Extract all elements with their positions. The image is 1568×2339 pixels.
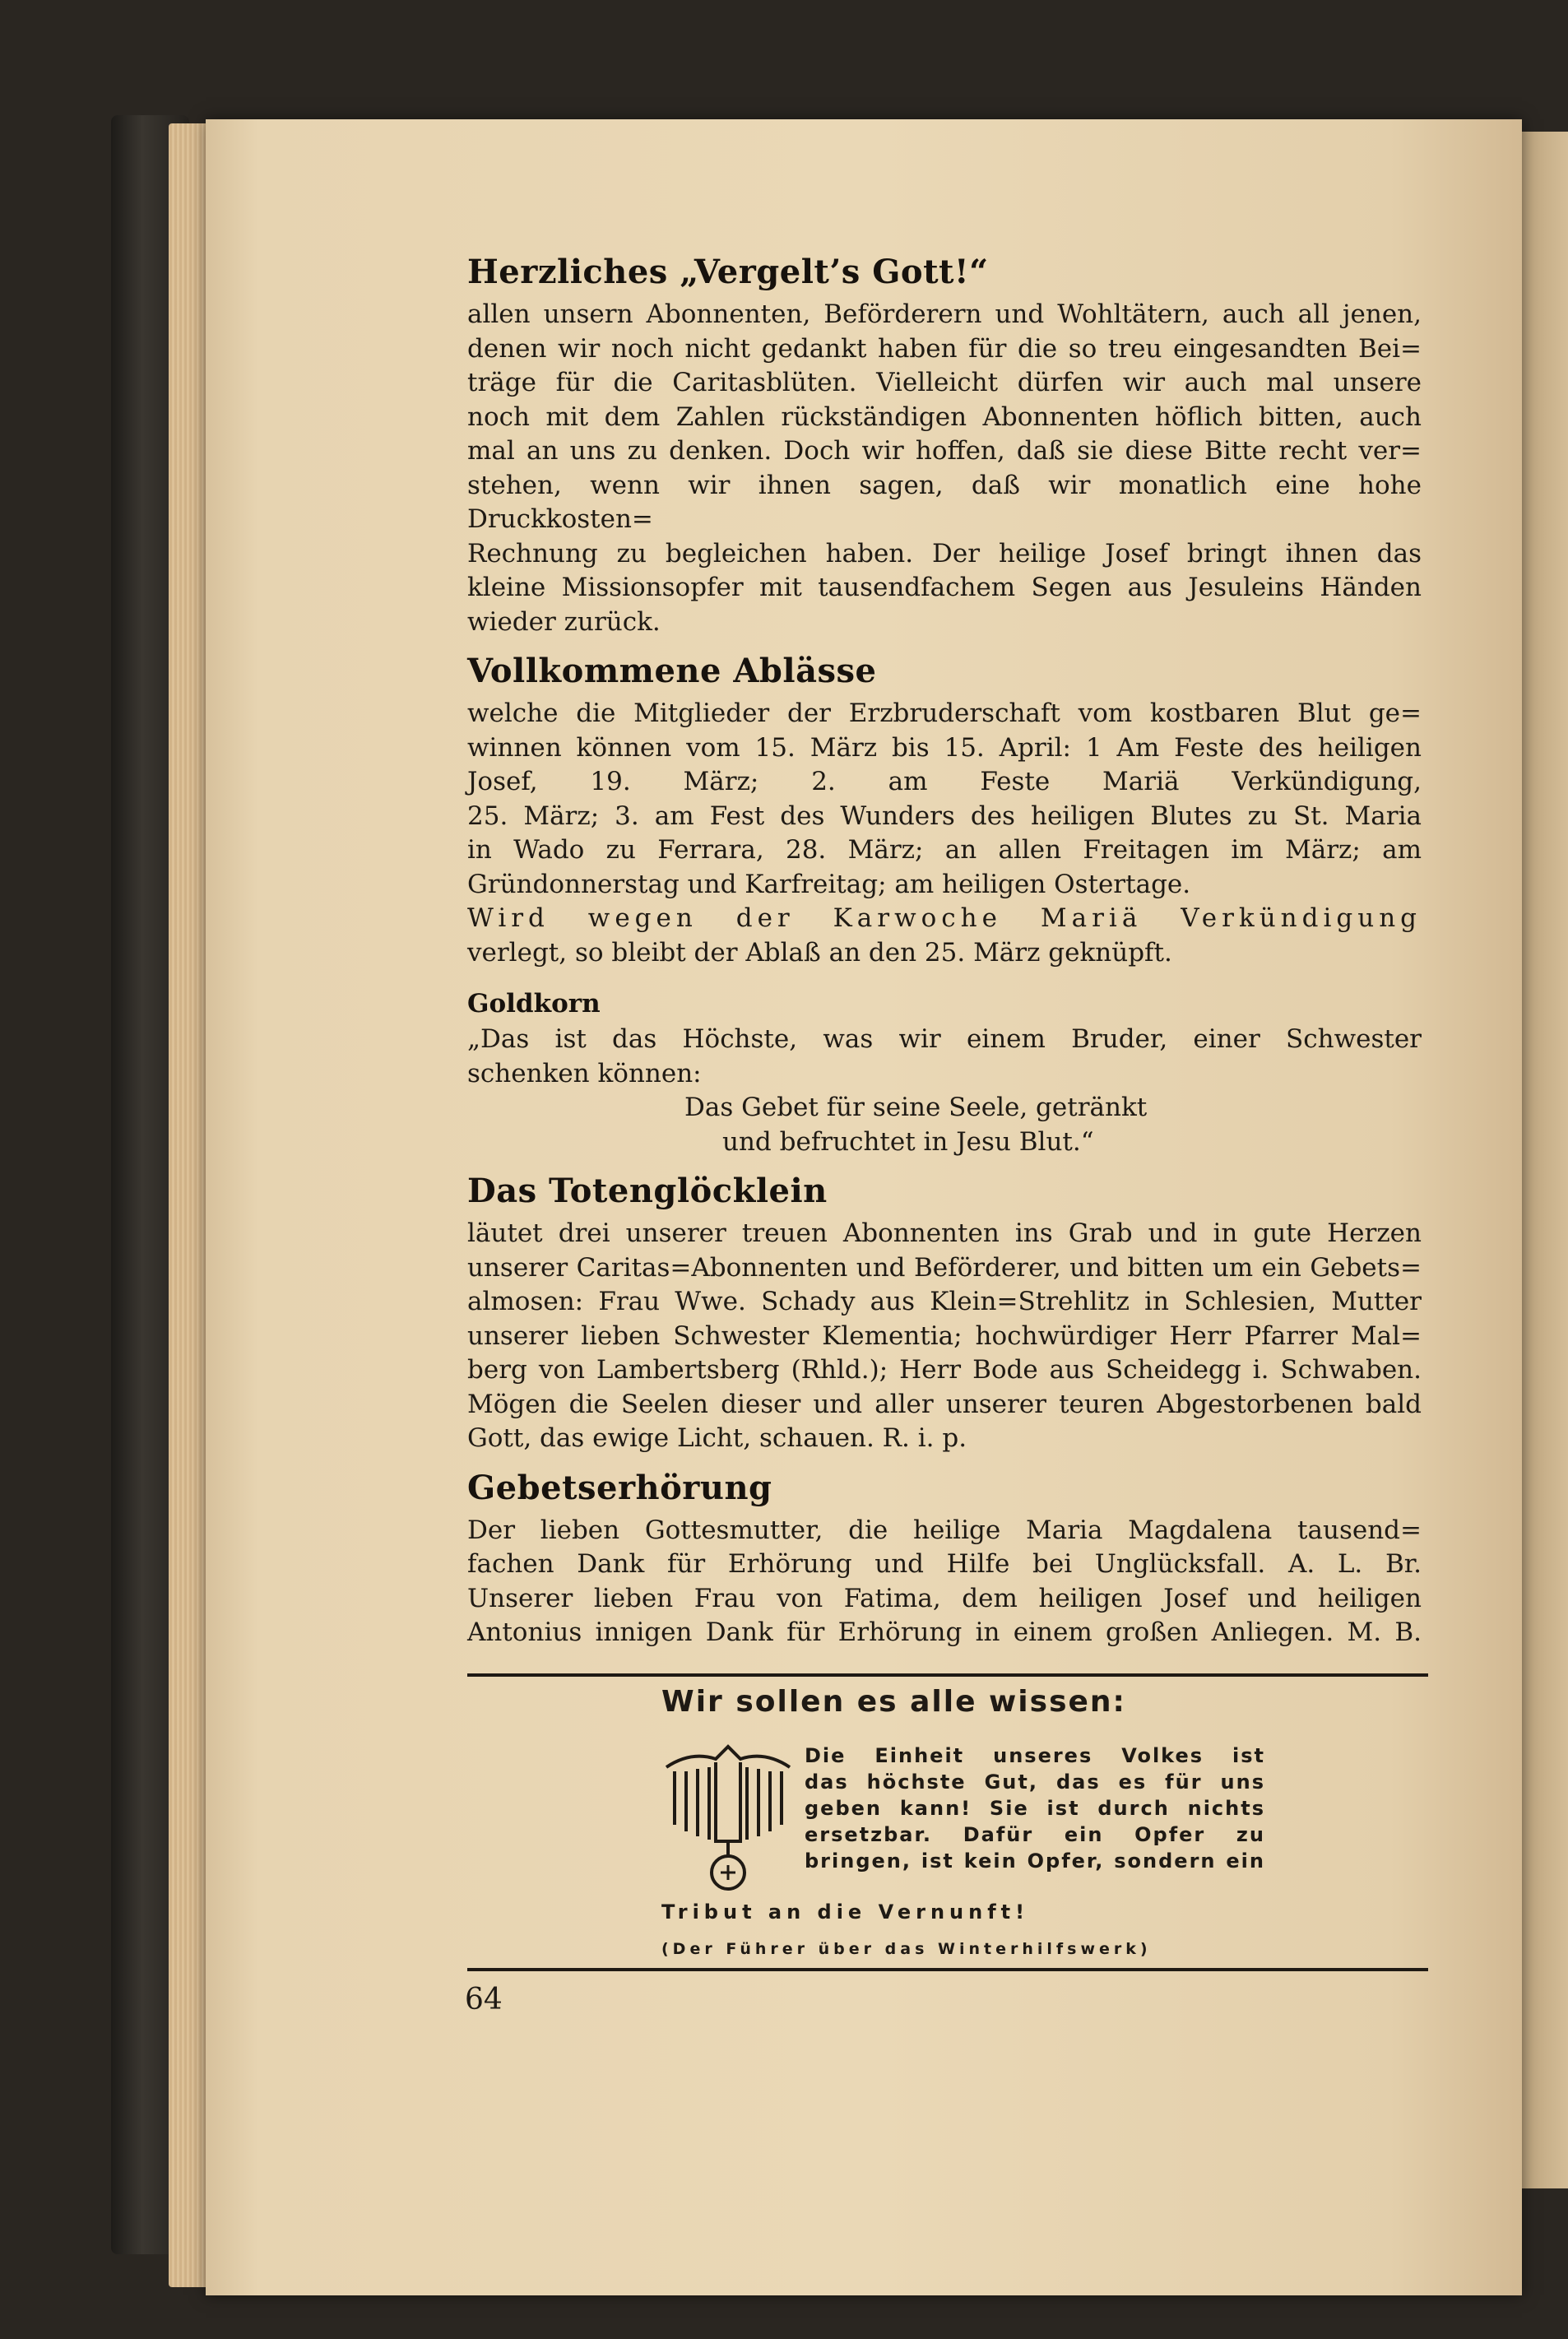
heading-indulgences: Vollkommene Ablässe [467, 652, 877, 690]
eagle-emblem-icon [658, 1734, 798, 1899]
thanks-body [467, 298, 1422, 639]
heading-goldkorn: Goldkorn [467, 989, 601, 1019]
text-line: mal an uns zu denken. Doch wir hoffen, daß sie diese Bitte recht ver= [467, 436, 1422, 466]
text-line: unserer Caritas=Abonnenten und Beförderer, und bitten um ein Gebets= [467, 1252, 1422, 1283]
notice-tail: Tribut an die Vernunft! [661, 1900, 1030, 1924]
text-line: welche die Mitglieder der Erzbruderschaft vom kostbaren Blut ge= [467, 698, 1422, 728]
text-line: berg von Lambertsberg (Rhld.); Herr Bode aus Scheidegg i. Schwaben. [467, 1355, 1422, 1385]
text-line: unserer lieben Schwester Klementia; hochwürdiger Herr Pfarrer Mal= [467, 1320, 1422, 1351]
text-line: fachen Dank für Erhörung und Hilfe bei Unglücksfall. A. L. Br. [467, 1549, 1422, 1579]
text-line: Gründonnerstag und Karfreitag; am heiligen Ostertage. [467, 869, 1191, 899]
notice-line: geben kann! Sie ist durch nichts [805, 1796, 1265, 1820]
verse-line: Das Gebet für seine Seele, getränkt [684, 1093, 1148, 1122]
text-line: Josef, 19. März; 2. am Feste Mariä Verkündigung, [467, 767, 1422, 796]
page-content [467, 247, 1422, 1971]
notice-heading: Wir sollen es alle wissen: [661, 1684, 1126, 1719]
text-line: träge für die Caritasblüten. Vielleicht dürfen wir auch mal unsere [467, 368, 1422, 397]
verse-line: und befruchtet in Jesu Blut.“ [722, 1126, 1094, 1157]
text-line: allen unsern Abonnenten, Beförderern und Wohltätern, auch all jenen, [467, 299, 1422, 329]
death-bell-body [467, 1217, 1422, 1456]
text-line: stehen, wenn wir ihnen sagen, daß wir monatlich eine hohe Druckkosten= [467, 470, 1422, 534]
text-line: Rechnung zu begleichen haben. Der heilige Josef bringt ihnen das [467, 538, 1422, 569]
text-line: läutet drei unserer treuen Abonnenten ins Grab und in gute Herzen [467, 1218, 1422, 1248]
text-line: in Wado zu Ferrara, 28. März; an allen Freitagen im März; am [467, 835, 1422, 865]
notice-line: bringen, ist kein Opfer, sondern ein [805, 1849, 1265, 1873]
text-line: denen wir noch nicht gedankt haben für die so treu eingesandten Bei= [467, 333, 1422, 364]
text-line: kleine Missionsopfer mit tausendfachem Segen aus Jesuleins Händen [467, 573, 1422, 602]
notice-line: Die Einheit unseres Volkes ist [805, 1743, 1265, 1767]
divider-bottom [467, 1968, 1428, 1971]
text-line: Antonius innigen Dank für Erhörung in einem großen Anliegen. M. B. [467, 1617, 1422, 1647]
text-line: Wird wegen der Karwoche Mariä Verkündigung [467, 903, 1422, 933]
goldkorn-body [467, 1023, 1422, 1159]
heading-thanks: Herzliches „Vergelt’s Gott!“ [467, 253, 989, 291]
answered-prayer-body [467, 1514, 1422, 1650]
text-line: Der lieben Gottesmutter, die heilige Maria Magdalena tausend= [467, 1515, 1422, 1545]
text-line: Gott, das ewige Licht, schauen. R. i. p. [467, 1423, 967, 1453]
text-line: winnen können vom 15. März bis 15. April: 1 Am Feste des heiligen [467, 732, 1422, 763]
notice-box [467, 1677, 1422, 1965]
text-line: noch mit dem Zahlen rückständigen Abonnenten höflich bitten, auch [467, 401, 1422, 432]
heading-death-bell: Das Totenglöcklein [467, 1172, 828, 1210]
text-line: schenken können: [467, 1058, 702, 1088]
notice-source: (Der Führer über das Winterhilfswerk) [661, 1939, 1152, 1958]
text-line: „Das ist das Höchste, was wir einem Bruder, einer Schwester [467, 1024, 1422, 1054]
heading-answered-prayer: Gebetserhörung [467, 1468, 772, 1507]
text-line: almosen: Frau Wwe. Schady aus Klein=Strehlitz in Schlesien, Mutter [467, 1287, 1422, 1316]
text-line: 25. März; 3. am Fest des Wunders des heiligen Blutes zu St. Maria [467, 801, 1422, 831]
page-number: 64 [465, 1983, 503, 2016]
notice-line: ersetzbar. Dafür ein Opfer zu [805, 1822, 1265, 1846]
text-line: verlegt, so bleibt der Ablaß an den 25. März geknüpft. [467, 937, 1172, 968]
notice-line: das höchste Gut, das es für uns [805, 1770, 1265, 1794]
text-line: Unserer lieben Frau von Fatima, dem heiligen Josef und heiligen [467, 1583, 1422, 1613]
indulgences-body [467, 697, 1422, 970]
notice-text [805, 1743, 1265, 1874]
text-line: wieder zurück. [467, 606, 661, 637]
text-line: Mögen die Seelen dieser und aller unserer teuren Abgestorbenen bald [467, 1389, 1422, 1419]
